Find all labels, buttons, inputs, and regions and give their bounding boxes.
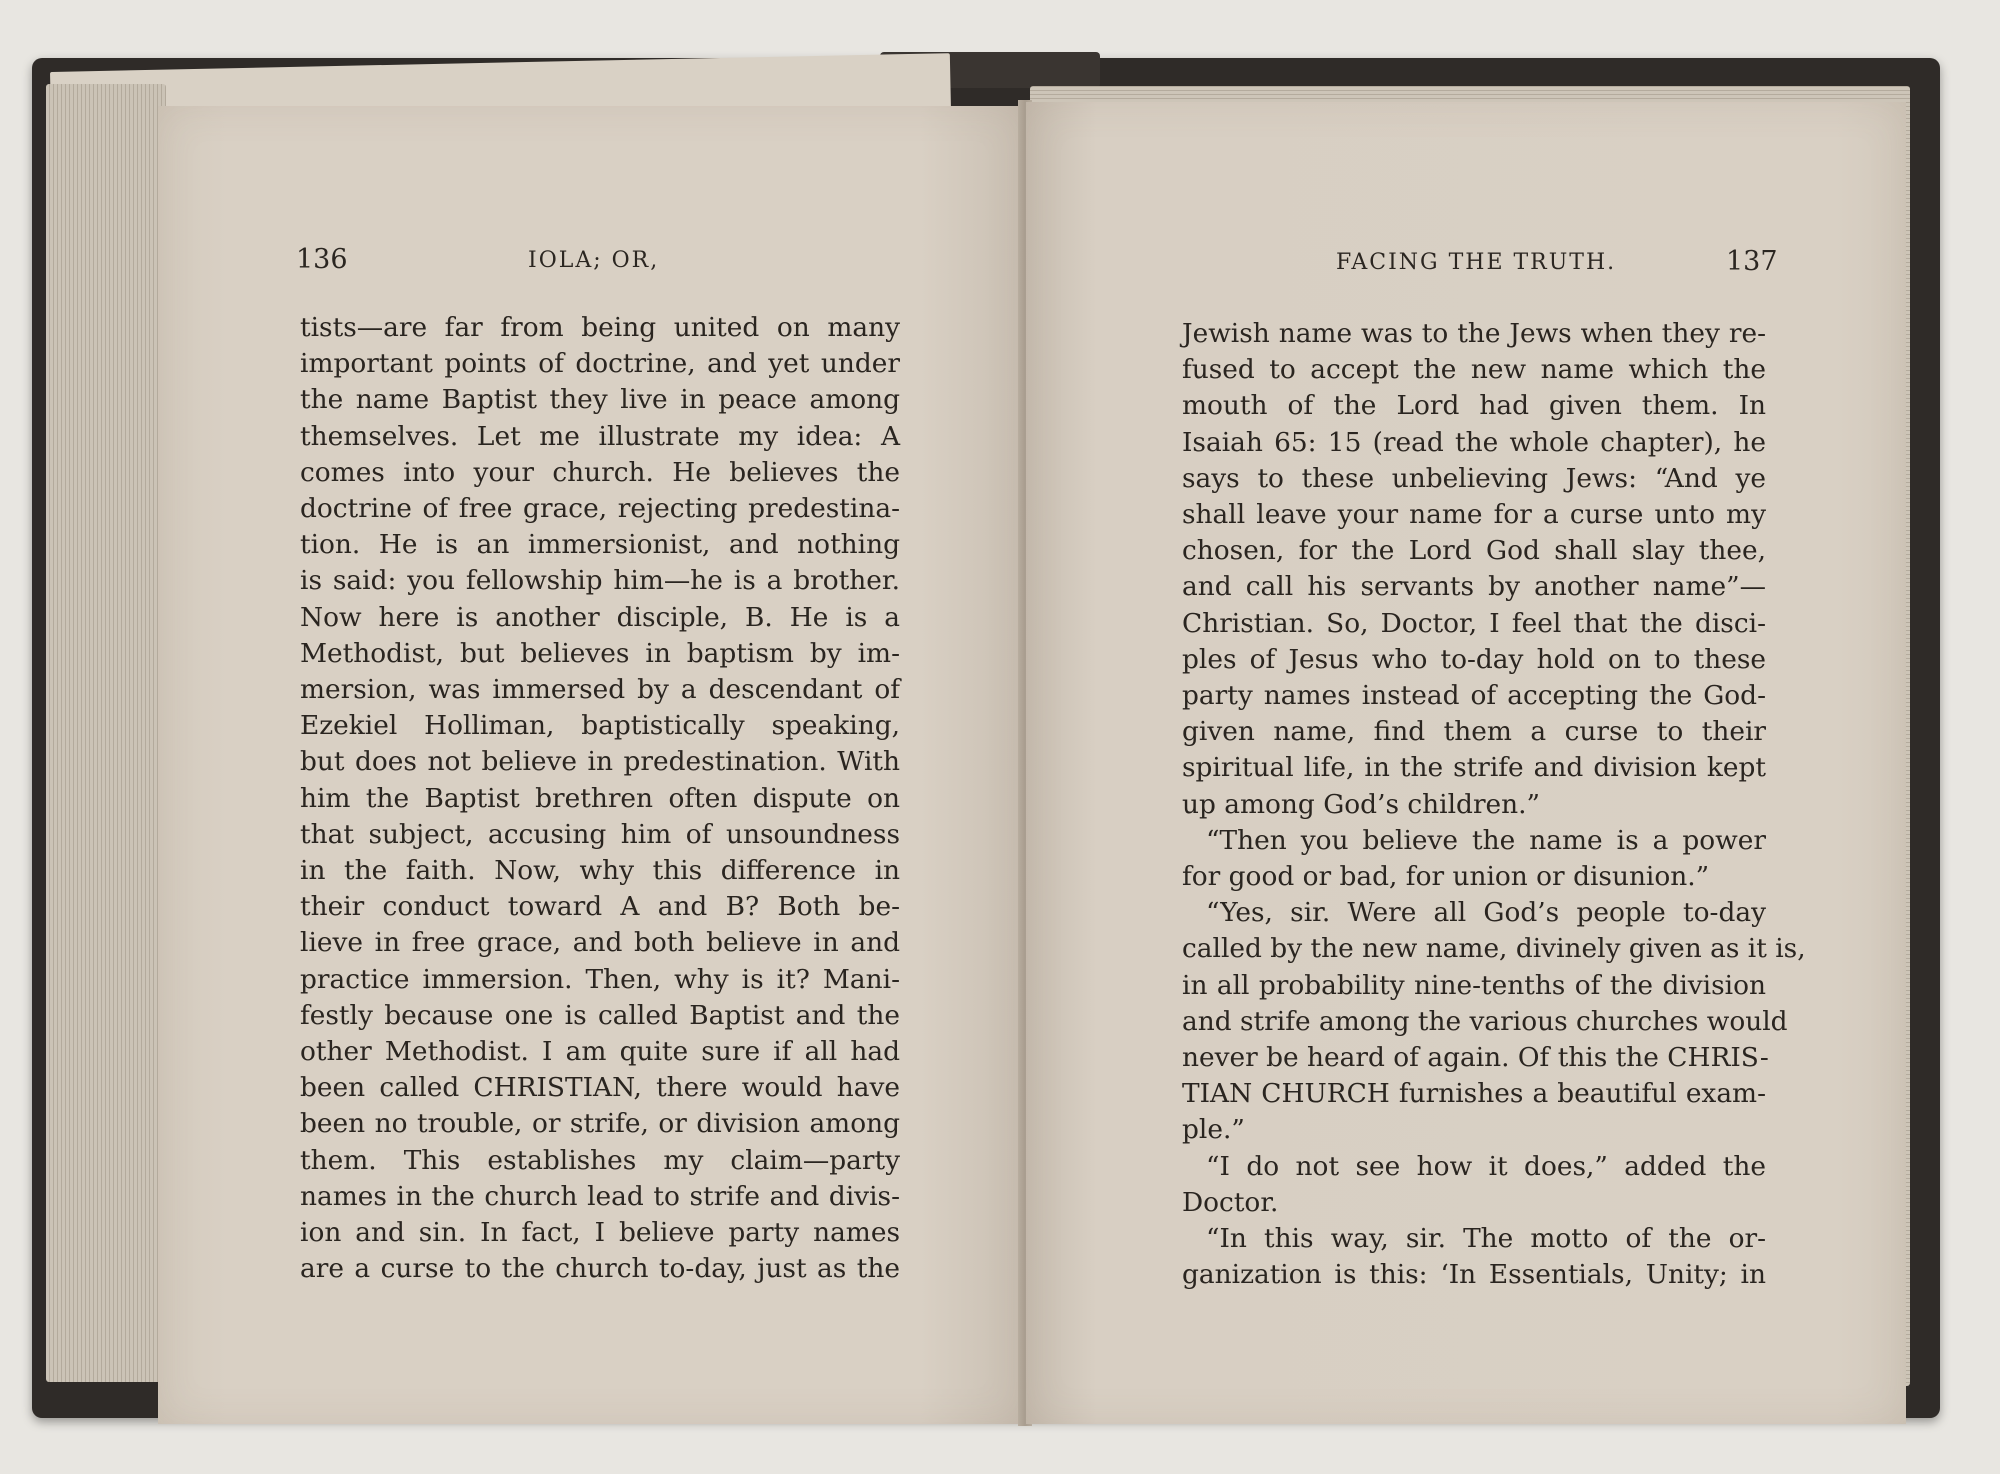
left-page-number: 136	[296, 244, 348, 275]
text-line: says to these unbelieving Jews: “And ye	[1182, 462, 1766, 494]
right-page-text	[1182, 316, 1806, 1293]
text-line: Isaiah 65: 15 (read the whole chapter), he	[1182, 426, 1766, 458]
left-page-text	[300, 310, 900, 1287]
text-line: “In this way, sir. The motto of the or-	[1206, 1223, 1766, 1255]
text-line: spiritual life, in the strife and division kept	[1182, 752, 1766, 784]
text-line: but does not believe in predestination. With	[300, 746, 900, 778]
text-line: “Then you believe the name is a power	[1206, 824, 1766, 856]
text-line: and call his servants by another name”—	[1182, 571, 1766, 603]
right-page-number: 137	[1726, 246, 1778, 277]
text-line: comes into your church. He believes the	[300, 456, 900, 488]
text-line: fused to accept the new name which the	[1182, 354, 1766, 386]
text-line: Methodist, but believes in baptism by im-	[300, 637, 900, 669]
text-line: festly because one is called Baptist and the	[300, 999, 900, 1031]
text-line: been no trouble, or strife, or division among	[300, 1108, 900, 1140]
text-line: lieve in free grace, and both believe in and	[300, 927, 900, 959]
text-line: doctrine of free grace, rejecting predestina-	[300, 493, 900, 525]
text-line: never be heard of again. Of this the CHRIS-	[1182, 1042, 1769, 1074]
text-line: TIAN CHURCH furnishes a beautiful exam-	[1182, 1078, 1766, 1110]
left-running-head: IOLA; OR,	[528, 248, 660, 273]
text-line: Doctor.	[1182, 1186, 1279, 1218]
text-line: been called CHRISTIAN, there would have	[300, 1072, 900, 1104]
text-line: ganization is this: ‘In Essentials, Unity; in	[1182, 1259, 1766, 1291]
text-line: that subject, accusing him of unsoundness	[300, 818, 900, 850]
text-line: shall leave your name for a curse unto my	[1182, 499, 1766, 531]
text-line: and strife among the various churches would	[1182, 1005, 1788, 1037]
text-line: “I do not see how it does,” added the	[1206, 1150, 1766, 1182]
text-line: given name, find them a curse to their	[1182, 716, 1766, 748]
text-line: in the faith. Now, why this difference in	[300, 855, 900, 887]
text-line: in all probability nine-tenths of the division	[1182, 969, 1766, 1001]
text-line: party names instead of accepting the God-	[1182, 680, 1766, 712]
text-line: is said: you fellowship him—he is a brother.	[300, 565, 900, 597]
text-line: are a curse to the church to-day, just as the	[300, 1253, 900, 1285]
text-line: chosen, for the Lord God shall slay thee,	[1182, 535, 1766, 567]
text-line: names in the church lead to strife and divis-	[300, 1180, 900, 1212]
text-line: ples of Jesus who to-day hold on to these	[1182, 643, 1766, 675]
text-line: up among God’s children.”	[1182, 788, 1541, 820]
text-line: ion and sin. In fact, I believe party names	[300, 1217, 900, 1249]
text-line: themselves. Let me illustrate my idea: A	[300, 420, 900, 452]
text-line: them. This establishes my claim—party	[300, 1144, 900, 1176]
text-line: ple.”	[1182, 1114, 1245, 1146]
text-line: important points of doctrine, and yet under	[300, 348, 900, 380]
text-line: mouth of the Lord had given them. In	[1182, 390, 1766, 422]
right-running-head: FACING THE TRUTH.	[1336, 250, 1617, 275]
text-line: tion. He is an immersionist, and nothing	[300, 529, 900, 561]
text-line: mersion, was immersed by a descendant of	[300, 674, 900, 706]
text-line: tists—are far from being united on many	[300, 312, 900, 343]
text-line: called by the new name, divinely given as it is,	[1182, 933, 1806, 965]
text-line: practice immersion. Then, why is it? Mani-	[300, 963, 900, 995]
text-line: Christian. So, Doctor, I feel that the disci-	[1182, 607, 1766, 639]
text-line: Ezekiel Holliman, baptistically speaking,	[300, 710, 900, 742]
text-line: their conduct toward A and B? Both be-	[300, 891, 900, 923]
text-line: other Methodist. I am quite sure if all had	[300, 1036, 900, 1068]
text-line: Now here is another disciple, B. He is a	[300, 601, 900, 633]
text-line: “Yes, sir. Were all God’s people to-day	[1206, 897, 1766, 929]
text-line: Jewish name was to the Jews when they re-	[1182, 318, 1766, 349]
text-line: the name Baptist they live in peace among	[300, 384, 900, 416]
page-edges-left	[46, 84, 166, 1382]
text-line: him the Baptist brethren often dispute on	[300, 782, 900, 814]
text-line: for good or bad, for union or disunion.”	[1182, 861, 1710, 893]
